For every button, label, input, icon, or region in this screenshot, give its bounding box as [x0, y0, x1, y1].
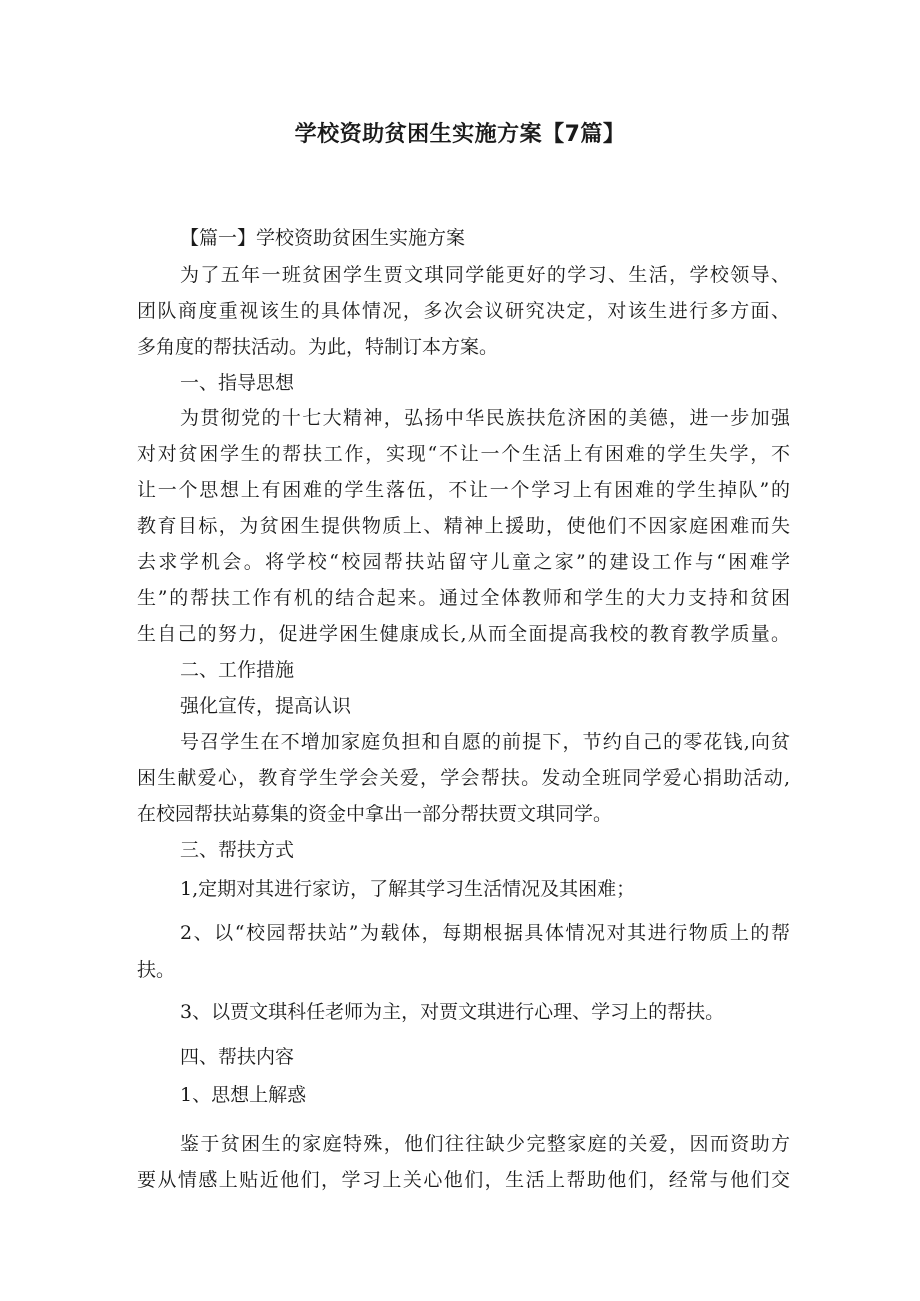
part4-heading: 四、帮扶内容: [180, 1046, 295, 1068]
part1-line-1: 为贯彻党的十七大精神，弘扬中华民族扶危济困的美德，进一步加强: [180, 407, 790, 429]
intro-line-2: 团队商度重视该生的具体情况，多次会议研究决定，对该生进行多方面、: [137, 300, 790, 322]
part1-line-6: 生”的帮扶工作有机的结合起来。通过全体教师和学生的大力支持和贫困: [137, 587, 790, 609]
intro-line-1: 为了五年一班贫困学生贾文琪同学能更好的学习、生活，学校领导、: [180, 264, 790, 286]
part3-item-1: 1,定期对其进行家访，了解其学习生活情况及其困难；: [180, 878, 636, 900]
part4-line-1: 鉴于贫困生的家庭特殊，他们往往缺少完整家庭的关爱，因而资助方: [180, 1133, 790, 1155]
part2-heading: 二、工作措施: [180, 659, 295, 681]
part3-item-3: 3、以贾文琪科任老师为主，对贾文琪进行心理、学习上的帮扶。: [180, 1001, 725, 1023]
part3-item-2-line-1: 2、以“校园帮扶站”为载体，每期根据具体情况对其进行物质上的帮: [180, 922, 790, 944]
part3-heading: 三、帮扶方式: [180, 839, 295, 861]
document-title: 学校资助贫困生实施方案【7篇】: [294, 122, 626, 147]
part1-line-2: 对对贫困学生的帮扶工作，实现“不让一个生活上有困难的学生失学，不: [137, 443, 790, 465]
part1-line-3: 让一个思想上有困难的学生落伍，不让一个学习上有困难的学生掉队”的: [137, 479, 790, 501]
part1-line-5: 去求学机会。将学校“校园帮扶站留守儿童之家”的建设工作与“困难学: [137, 551, 790, 573]
section-heading: 【篇一】学校资助贫困生实施方案: [180, 227, 466, 249]
part2-line-3: 在校园帮扶站募集的资金中拿出一部分帮扶贾文琪同学。: [137, 803, 613, 825]
part4-subheading-1: 1、思想上解惑: [180, 1084, 307, 1106]
part2-line-1: 号召学生在不增加家庭负担和自愿的前提下，节约自己的零花钱,向贫: [180, 731, 790, 753]
part2-subheading: 强化宣传，提高认识: [180, 695, 352, 717]
part3-item-2-line-2: 扶。: [137, 959, 176, 981]
intro-line-3: 多角度的帮扶活动。为此，特制订本方案。: [137, 336, 499, 358]
part1-line-7: 生自己的努力，促进学困生健康成长,从而全面提高我校的教育教学质量。: [137, 623, 790, 645]
part1-heading: 一、指导思想: [180, 372, 295, 394]
part2-line-2: 困生献爱心，教育学生学会关爱，学会帮扶。发动全班同学爱心捐助活动,: [137, 767, 790, 789]
part4-line-2: 要从情感上贴近他们，学习上关心他们，生活上帮助他们，经常与他们交: [137, 1169, 790, 1191]
part1-line-4: 教育目标，为贫困生提供物质上、精神上援助，使他们不因家庭困难而失: [137, 515, 790, 537]
